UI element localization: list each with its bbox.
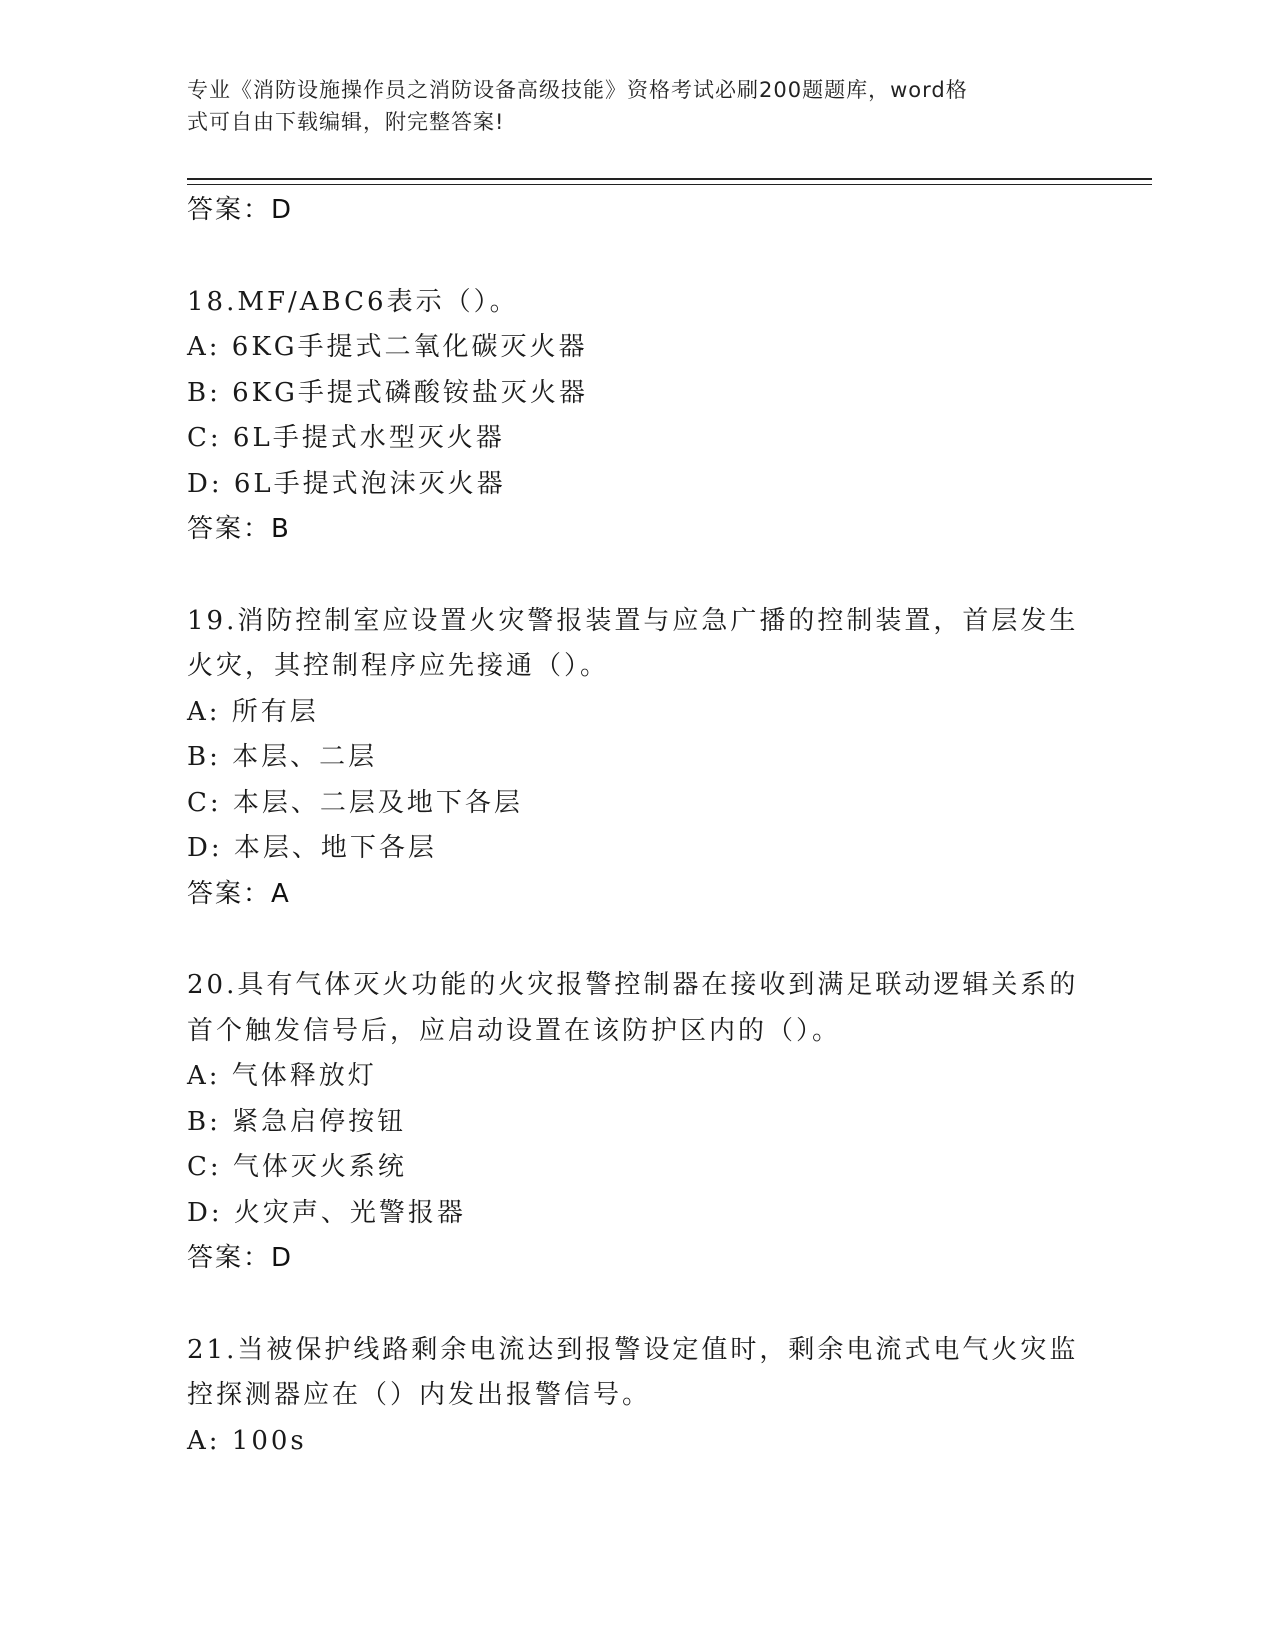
header-divider-thick [187,178,1152,180]
question-21 [187,1328,1087,1465]
answer: 答案：B [187,514,291,544]
question-stem-line-2: 控探测器应在（）内发出报警信号。 [187,1380,652,1410]
question-stem-line-2: 火灾，其控制程序应先接通（）。 [187,651,610,681]
question-stem: 18.MF/ABC6表示（）。 [187,286,519,317]
question-18 [187,280,1087,553]
question-stem-line-2: 首个触发信号后，应启动设置在该防护区内的（）。 [187,1015,842,1046]
option-c: C: 本层、二层及地下各层 [187,787,523,818]
option-a: A: 100s [187,1425,307,1456]
question-20 [187,963,1087,1282]
spacer [187,917,1087,963]
question-stem-line-1: 20.具有气体灭火功能的火灾报警控制器在接收到满足联动逻辑关系的 [187,970,1079,1000]
option-b: B: 本层、二层 [187,742,378,772]
header-line-2: 式可自由下载编辑，附完整答案! [187,110,505,134]
question-list [187,188,1087,1464]
option-d: D: 6L手提式泡沫灭火器 [187,468,506,499]
option-d: D: 火灾声、光警报器 [187,1197,466,1228]
document-header [187,74,1067,138]
header-divider-thin [187,184,1152,185]
option-a: A: 所有层 [187,696,319,727]
option-a: A: 气体释放灯 [187,1061,377,1091]
answer-17: 答案：D [187,195,294,225]
answer: 答案：D [187,1243,294,1273]
spacer [187,234,1087,280]
option-b: B: 6KG手提式磷酸铵盐灭火器 [187,377,588,408]
spacer [187,1282,1087,1328]
spacer [187,553,1087,599]
answer: 答案：A [187,878,291,909]
option-d: D: 本层、地下各层 [187,833,437,863]
question-stem-line-1: 19.消防控制室应设置火灾警报装置与应急广播的控制装置，首层发生 [187,605,1079,636]
header-line-1: 专业《消防设施操作员之消防设备高级技能》资格考试必刷200题题库，word格 [187,78,968,102]
option-b: B: 紧急启停按钮 [187,1106,407,1137]
option-a: A: 6KG手提式二氧化碳灭火器 [187,332,588,362]
question-19 [187,599,1087,918]
question-stem-line-1: 21.当被保护线路剩余电流达到报警设定值时，剩余电流式电气火灾监 [187,1334,1079,1365]
option-c: C: 6L手提式水型灭火器 [187,423,505,453]
option-c: C: 气体灭火系统 [187,1152,407,1182]
